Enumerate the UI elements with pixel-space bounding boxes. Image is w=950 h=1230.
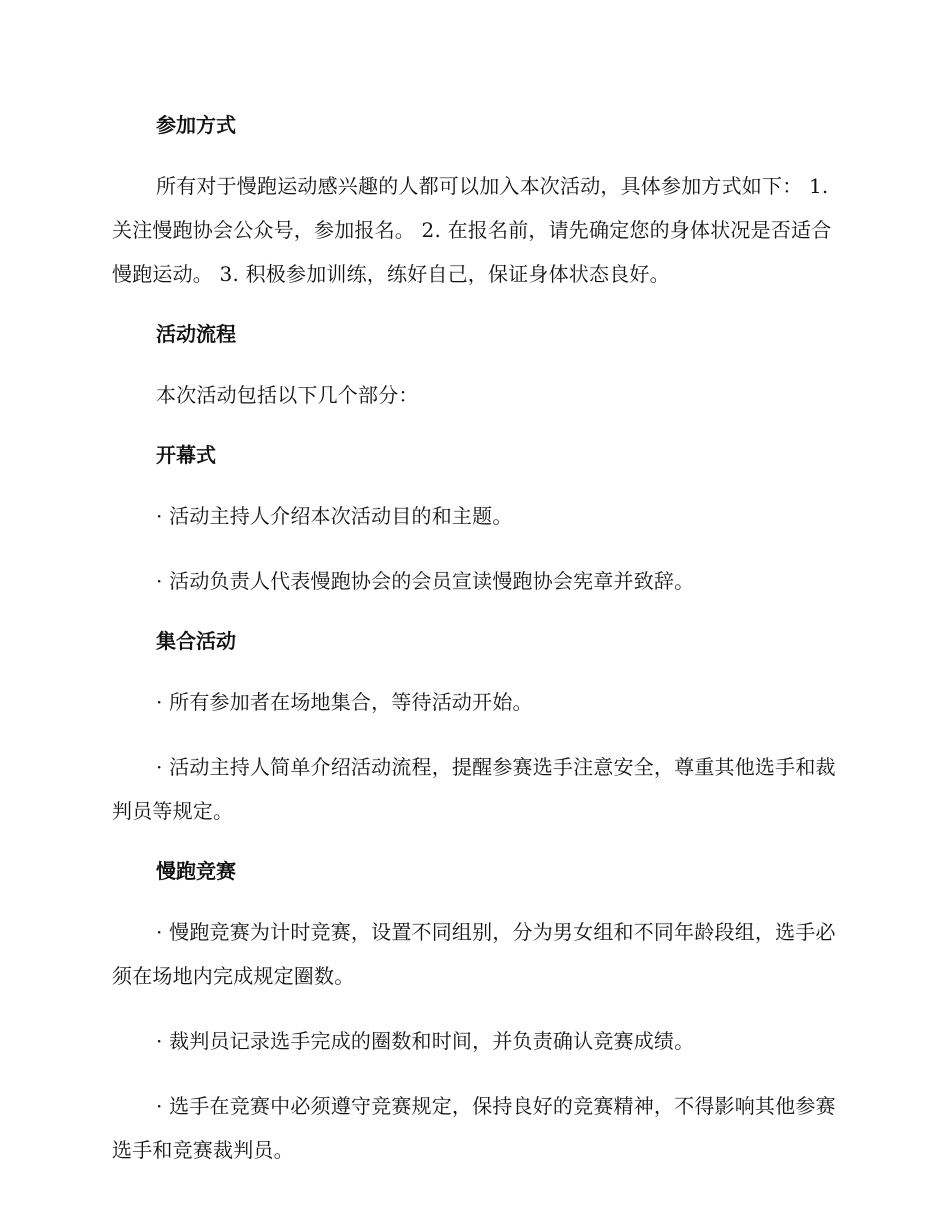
opening-item-1: · 活动主持人介绍本次活动目的和主题。	[156, 504, 513, 528]
opening-item-2: · 活动负责人代表慢跑协会的会员宣读慢跑协会宪章并致辞。	[156, 569, 695, 593]
race-item-2: · 裁判员记录选手完成的圈数和时间，并负责确认竞赛成绩。	[156, 1029, 695, 1053]
section-heading-assembly: 集合活动	[156, 629, 236, 653]
assembly-item-2: · 活动主持人简单介绍活动流程，提醒参赛选手注意安全，尊重其他选手和裁判员等规定。	[112, 755, 836, 823]
section-heading-race: 慢跑竞赛	[156, 859, 236, 883]
document-page	[112, 108, 842, 1172]
participation-paragraph: 所有对于慢跑运动感兴趣的人都可以加入本次活动，具体参加方式如下： 1. 关注慢跑协会公众号，参加报名。 2. 在报名前，请先确定您的身体状况是否适合慢跑运动。 3. 积极参加训练，练好自己，保证身体状态良好。	[112, 174, 832, 286]
process-intro-paragraph: 本次活动包括以下几个部分：	[156, 383, 419, 407]
race-item-3: · 选手在竞赛中必须遵守竞赛规定，保持良好的竞赛精神，不得影响其他参赛选手和竞赛裁判员。	[112, 1094, 836, 1162]
section-heading-opening: 开幕式	[156, 443, 216, 467]
race-item-1: · 慢跑竞赛为计时竞赛，设置不同组别，分为男女组和不同年龄段组，选手必须在场地内完成规定圈数。	[112, 920, 836, 988]
section-heading-process: 活动流程	[156, 322, 236, 346]
assembly-item-1: · 所有参加者在场地集合，等待活动开始。	[156, 690, 533, 714]
section-heading-participation: 参加方式	[156, 113, 236, 137]
